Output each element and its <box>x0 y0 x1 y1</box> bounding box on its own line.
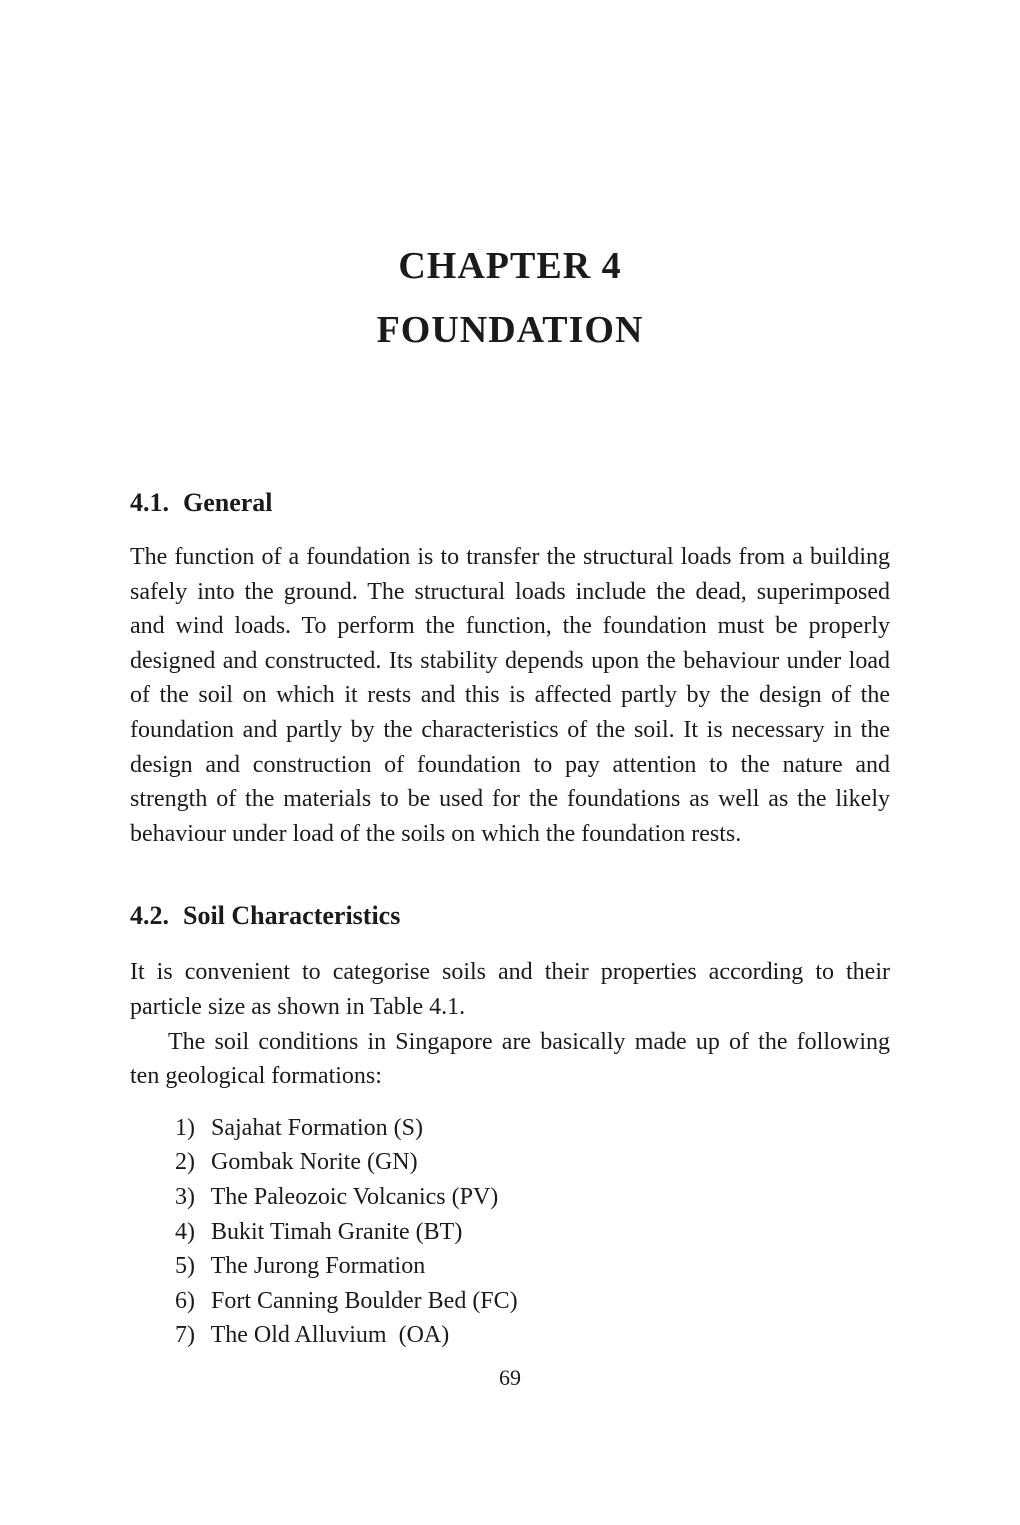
list-item <box>175 1180 890 1215</box>
list-item-number: 1) <box>175 1114 195 1141</box>
list-item <box>175 1318 890 1353</box>
general-paragraph: The function of a foundation is to transfer the structural loads from a building safely into the ground. The structural loads include the dead, superimposed and wind loads. To perform the function, the foundation must be properly designed and constructed. Its stability depends upon the behaviour under load of the soil on which it rests and this is affected partly by the design of the foundation and partly by the characteristics of the soil. It is necessary in the design and construction of foundation to pay attention to the nature and strength of the materials to be used for the foundations as well as the likely behaviour under load of the soils on which the foundation rests. <box>130 544 890 847</box>
list-item-text: Sajahat Formation (S) <box>211 1114 423 1141</box>
page-number: 69 <box>499 1364 521 1390</box>
geological-formations-list <box>130 1111 890 1353</box>
list-item <box>175 1145 890 1180</box>
soil-paragraph-1: It is convenient to categorise soils and their properties according to their particle size as shown in Table 4.1. <box>130 959 890 1020</box>
list-item-number: 4) <box>175 1218 195 1245</box>
list-item <box>175 1284 890 1319</box>
section-soil-number: 4.2. <box>130 901 169 931</box>
list-item <box>175 1111 890 1146</box>
list-item-text: Fort Canning Boulder Bed (FC) <box>211 1287 518 1314</box>
list-item <box>175 1215 890 1250</box>
list-item <box>175 1249 890 1284</box>
chapter-name-title: FOUNDATION <box>376 309 644 351</box>
section-general-heading <box>130 487 890 518</box>
chapter-number-title: CHAPTER 4 <box>398 245 622 287</box>
section-general-title: General <box>183 488 273 517</box>
list-item-text: The Old Alluvium (OA) <box>210 1322 450 1349</box>
list-item-number: 7) <box>175 1322 195 1349</box>
section-general-number: 4.1. <box>130 488 169 517</box>
list-item-number: 3) <box>175 1183 195 1210</box>
section-general <box>130 487 890 851</box>
soil-paragraph-2: The soil conditions in Singapore are basically made up of the following ten geological formations: <box>130 1028 890 1090</box>
list-item-number: 6) <box>175 1287 195 1314</box>
list-item-number: 5) <box>175 1253 195 1280</box>
section-soil-title: Soil Characteristics <box>183 901 401 931</box>
list-item-number: 2) <box>175 1149 195 1176</box>
chapter-title-block <box>130 246 890 350</box>
list-item-text: Gombak Norite (GN) <box>211 1149 418 1176</box>
list-item-text: The Paleozoic Volcanics (PV) <box>210 1183 499 1210</box>
list-item-text: The Jurong Formation <box>210 1253 426 1280</box>
section-soil-heading <box>130 900 890 931</box>
section-soil-characteristics <box>130 900 890 1353</box>
list-item-text: Bukit Timah Granite (BT) <box>211 1218 463 1245</box>
